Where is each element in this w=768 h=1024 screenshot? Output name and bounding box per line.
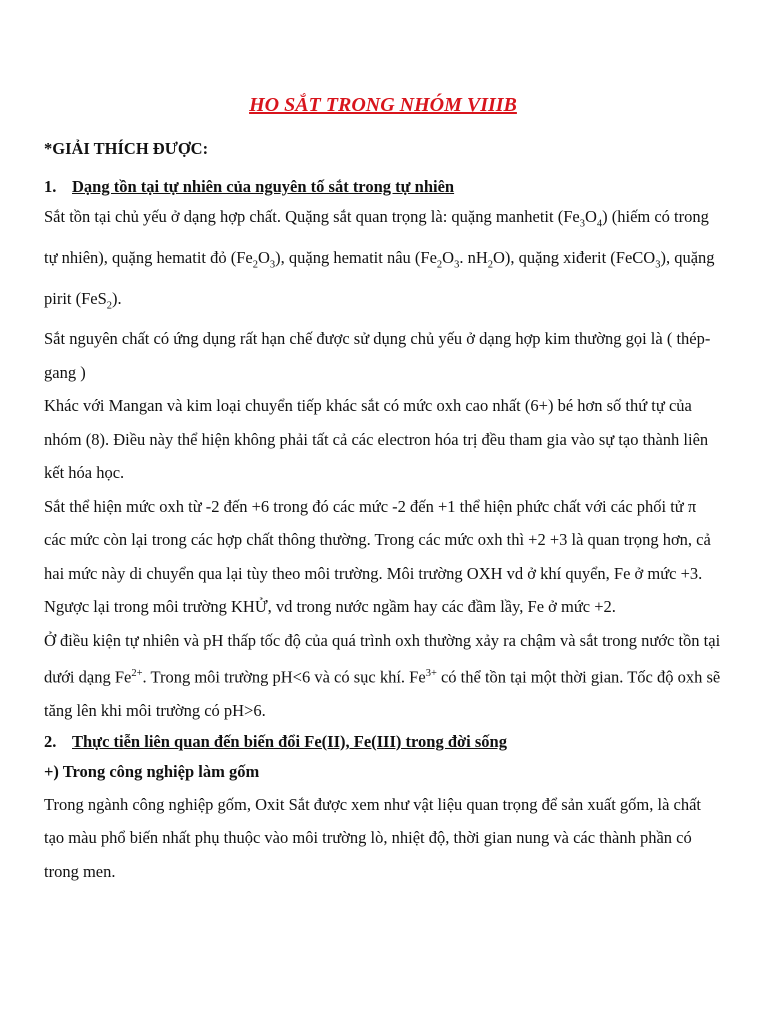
section-1-paragraph-2: Sắt nguyên chất có ứng dụng rất hạn chế được sử dụng chủ yếu ở dạng hợp kim thường gọi là ( thép- gang ): [44, 329, 711, 382]
section-1-paragraph-1: Sắt tồn tại chủ yếu ở dạng hợp chất. Quặng sắt quan trọng là: quặng manhetit $(Fe_3O_4)$ (hiếm có trong tự nhiên), quặng hematit đỏ $(Fe_2O_3)$, quặng hematit nâu ($Fe_2O_3$. $nH_2O$), quặng xiđerit (FeCO$_3$), quặng pirit (FeS$_2$).: [44, 207, 715, 311]
section-1-number: 1.: [44, 177, 57, 196]
section-2-paragraph-1: Trong ngành công nghiệp gốm, Oxit Sắt được xem như vật liệu quan trọng để sản xuất gốm, là chất tạo màu phổ biến nhất phụ thuộc vào môi trường lò, nhiệt độ, thời gian nung và các thành phần có trong men.: [44, 794, 702, 881]
section-2-number: 2.: [44, 731, 57, 751]
section-1-paragraph-4: Sắt thể hiện mức oxh từ -2 đến +6 trong đó các mức -2 đến +1 thể hiện phức chất với các phối tử π các mức còn lại trong các hợp chất thông thường. Trong các mức oxh thì +2 +3 là quan trọng hơn, cả hai mức này di chuyển qua lại tùy theo môi trường. Môi trường OXH vd ở khí quyển, Fe ở mức +3. Ngược lại trong môi trường KHỬ, vd trong nước ngầm hay các đầm lầy, Fe ở mức +2.: [44, 496, 711, 617]
section-1-heading-text: Dạng tồn tại tự nhiên của nguyên tố sắt trong tự nhiên: [72, 177, 455, 196]
document-title: HO SẮT TRONG NHÓM VIIIB: [249, 94, 517, 116]
section-1-heading: [44, 177, 722, 197]
section-2-heading: [44, 732, 722, 752]
section-2-heading-text: Thực tiễn liên quan đến biến đổi Fe(II), Fe(III) trong đời sống: [72, 731, 507, 751]
section-1-paragraph-3: Khác với Mangan và kim loại chuyển tiếp khác sắt có mức oxh cao nhất (6+) bé hơn số thứ tự của nhóm (8). Điều này thể hiện không phải tất cả các electron hóa trị đều tham gia vào sự tạo thành liên kết hóa học.: [44, 396, 709, 483]
section-2-sub-heading: +) Trong công nghiệp làm gốm: [44, 761, 260, 781]
section-1-paragraph-5: Ở điều kiện tự nhiên và pH thấp tốc độ của quá trình oxh thường xảy ra chậm và sắt trong nước tồn tại dưới dạng $Fe^{2+}$. Trong môi trường pH<6 và có sục khí. $Fe^{3+}$ có thể tồn tại một thời gian. Tốc độ oxh sẽ tăng lên khi môi trường có pH>6.: [44, 630, 721, 721]
explain-label: *GIẢI THÍCH ĐƯỢC:: [44, 139, 209, 158]
